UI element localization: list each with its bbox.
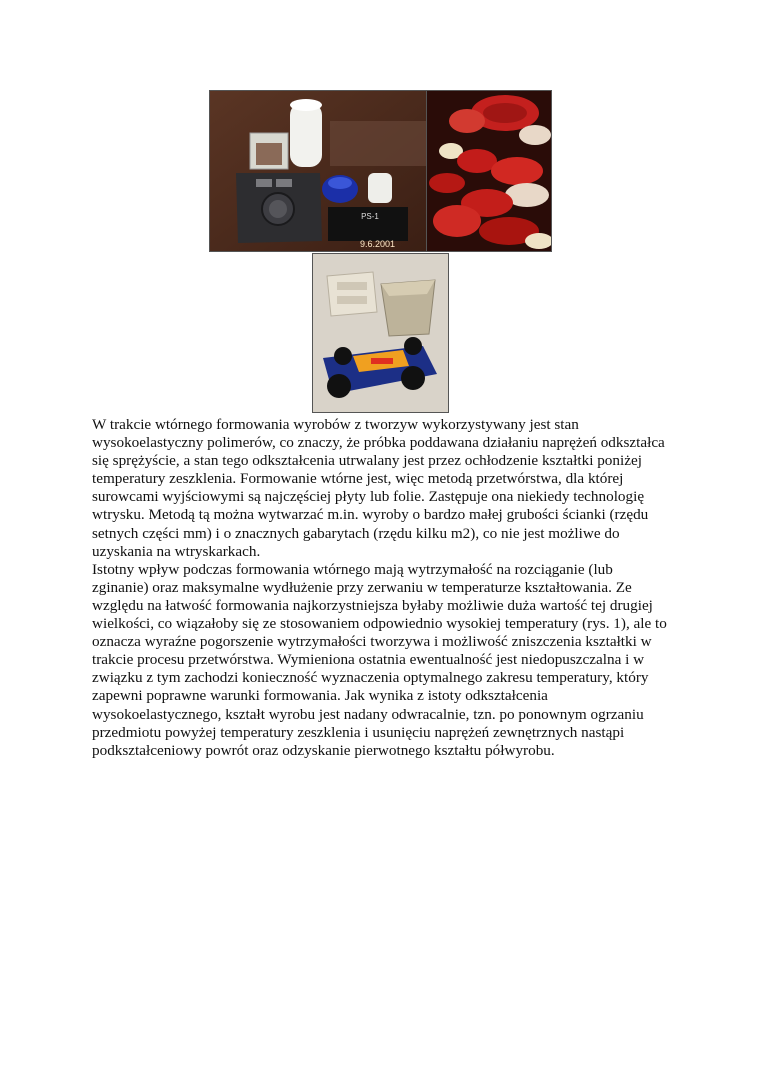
photo-toy-car-trays-image (313, 254, 448, 412)
photo-thermoformed-parts (209, 90, 427, 252)
paragraph-2: Istotny wpływ podczas formowania wtórnego mają wytrzymałość na rozciąganie (lub zginanie) oraz maksymalne wydłużenie przy zerwaniu w temperaturze kształtowania. Ze względu na łatwość formowania najkorzystniejsza byłaby możliwie duża wartość tej drugiej wielkości, co wiązałoby się ze stosowaniem odpowiednio wysokiej temperatury (rys. 1), ale to oznacza wyraźne pogorszenie wytrzymałości tworzywa i możliwość zniszczenia kształtki w trakcie procesu przetwórstwa. Wymieniona ostatnia ewentualność jest niedopuszczalna i w związku z tym zachodzi konieczność wyznaczenia optymalnego zakresu temperatury, który zapewni poprawne warunki formowania. Jak wynika z istoty odkształcenia wysokoelastycznego, kształt wyrobu jest nadany odwracalnie, tzn. po ponownym ogrzaniu przedmiotu powyżej temperatury zeszklenia i usunięciu naprężeń zewnętrznych nastąpi podkształceniowy powrót oraz odzyskanie pierwotnego kształtu półwyrobu. (92, 560, 667, 759)
photo-red-tableware-image (427, 91, 551, 251)
date-stamp: 9.6.2001 (360, 239, 396, 249)
paragraph-1: W trakcie wtórnego formowania wyrobów z tworzyw wykorzystywany jest stan wysokoelastyczny polimerów, co znaczy, że próbka poddawana działaniu naprężeń odkształca się sprężyście, a stan tego odkształcenia utrwalany jest przez ochłodzenie kształtki poniżej temperatury zeszklenia. Formowanie wtórne jest, więc metodą przetwórstwa, dla której surowcami wyjściowymi są najczęściej płyty lub folie. Zastępuje ona niekiedy technologię wtrysku. Metodą tą można wytwarzać m.in. wyroby o bardzo małej grubości ścianki (rzędu setnych części mm) i o znacznych gabarytach (rzędu kilku m2), co nie jest możliwe do uzyskania na wtryskarkach. (92, 416, 665, 560)
plate-label: PS-1 (361, 212, 379, 221)
body-text (92, 416, 672, 760)
photo-red-tableware (426, 90, 552, 252)
photo-thermoformed-parts-image (210, 91, 426, 251)
photo-toy-car-trays (312, 253, 449, 413)
